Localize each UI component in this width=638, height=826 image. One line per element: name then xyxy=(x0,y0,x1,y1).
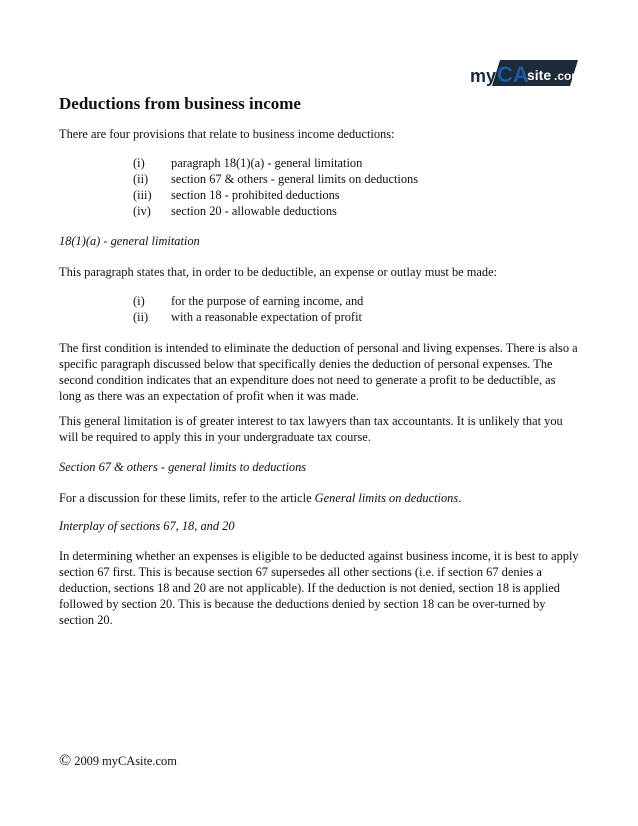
footer xyxy=(59,752,177,770)
section-heading: Interplay of sections 67, 18, and 20 xyxy=(59,519,235,533)
document-body xyxy=(59,94,579,114)
list-number: (i) xyxy=(133,294,145,308)
section1-paragraph-1: The first condition is intended to eliminate the deduction of personal and living expenses. There is also a specific paragraph discussed below that specifically denies the deduction of personal expenses. The second condition indicates that an expenditure does not need to generate a profit to be deductible, as long as there was an expectation of profit when it was made. xyxy=(59,341,578,403)
section-heading: 18(1)(a) - general limitation xyxy=(59,234,200,248)
section2-text-before: For a discussion for these limits, refer to the article xyxy=(59,491,315,505)
conditions-list xyxy=(133,293,638,325)
intro-text: There are four provisions that relate to business income deductions: xyxy=(59,127,395,141)
article-link: General limits on deductions xyxy=(314,491,459,505)
provisions-list xyxy=(133,155,638,219)
copyright-icon: © xyxy=(59,752,72,769)
list-item xyxy=(133,203,638,219)
section2-text-after: . xyxy=(458,491,462,505)
list-item xyxy=(133,309,638,325)
footer-text: 2009 myCAsite.com xyxy=(74,754,177,768)
section1-lead: This paragraph states that, in order to be deductible, an expense or outlay must be made: xyxy=(59,265,498,279)
list-item xyxy=(133,187,638,203)
section1-paragraph-2: This general limitation is of greater interest to tax lawyers than tax accountants. It is unlikely that you will be required to apply this in your undergraduate tax course. xyxy=(59,414,563,444)
list-number: (iii) xyxy=(133,188,152,202)
logo-site: site xyxy=(527,67,552,83)
list-text: paragraph 18(1)(a) - general limitation xyxy=(171,156,363,170)
list-text: section 18 - prohibited deductions xyxy=(171,188,340,202)
logo-my: my xyxy=(470,66,497,86)
logo-ca: CA xyxy=(497,62,529,87)
list-item xyxy=(133,155,638,171)
list-text: section 67 & others - general limits on deductions xyxy=(171,172,419,186)
list-item xyxy=(133,293,638,309)
list-number: (ii) xyxy=(133,310,149,324)
list-number: (iv) xyxy=(133,204,151,218)
list-text: with a reasonable expectation of profit xyxy=(171,310,362,324)
section3-paragraph: In determining whether an expenses is eligible to be deducted against business income, it is best to apply section 67 first. This is because section 67 supersedes all other sections (i.e. if section 67 denies a deduction, sections 18 and 20 are not applicable). If the deduction is not denied, section 18 is applied followed by section 20. This is because the deductions denied by section 18 can be over-turned by section 20. xyxy=(59,549,579,627)
page-title: Deductions from business income xyxy=(59,94,301,113)
logo-tld: .com xyxy=(554,69,582,83)
list-item xyxy=(133,171,638,187)
list-number: (i) xyxy=(133,156,145,170)
list-number: (ii) xyxy=(133,172,149,186)
section2-paragraph xyxy=(59,490,579,506)
list-text: section 20 - allowable deductions xyxy=(171,204,337,218)
section-heading: Section 67 & others - general limits to deductions xyxy=(59,460,307,474)
mycasite-logo xyxy=(470,56,582,88)
list-text: for the purpose of earning income, and xyxy=(171,294,364,308)
